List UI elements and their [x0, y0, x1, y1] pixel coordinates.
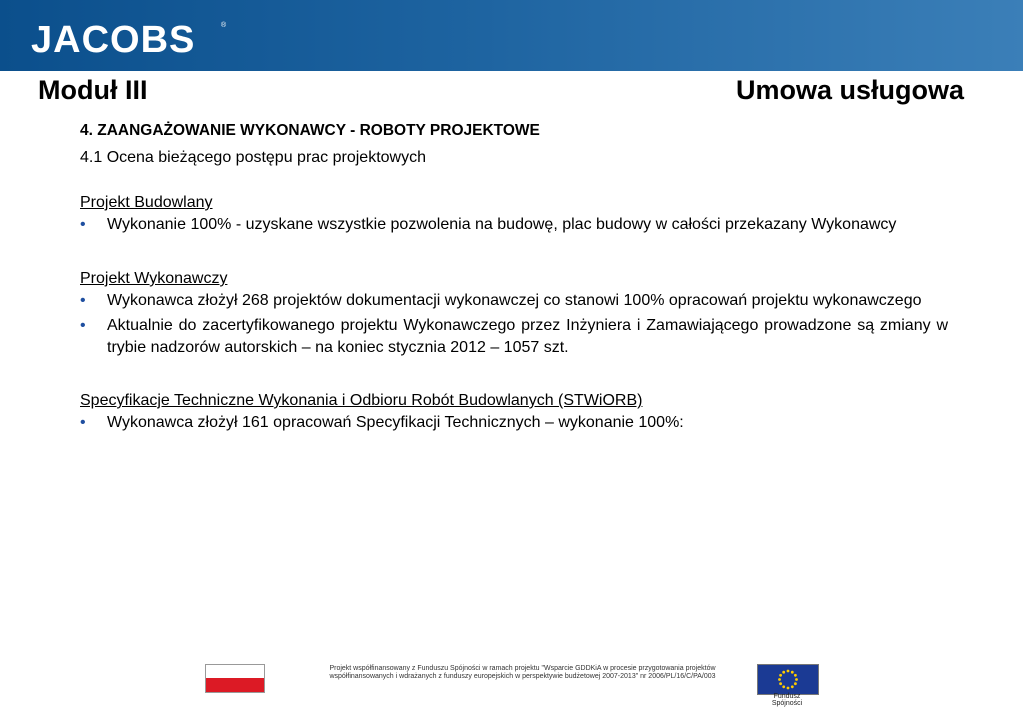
bullet-list-budowlany: [80, 214, 948, 236]
list-item: • Wykonanie 100% - uzyskane wszystkie pozwolenia na budowę, plac budowy w całości przekazany Wykonawcy: [80, 214, 948, 236]
bullet-list-wykonawczy: [80, 290, 948, 359]
section-title-projekt-wykonawczy: Projekt Wykonawczy: [80, 270, 228, 287]
section-title-stwiorb: Specyfikacje Techniczne Wykonania i Odbioru Robót Budowlanych (STWiORB): [80, 392, 643, 409]
eu-flag-icon: [757, 664, 819, 695]
bullet-icon: •: [80, 292, 86, 309]
eu-stars-icon: [758, 665, 818, 694]
section-heading: 4. ZAANGAŻOWANIE WYKONAWCY - ROBOTY PROJEKTOWE: [80, 122, 540, 139]
bullet-icon: •: [80, 414, 86, 431]
list-item: • Wykonawca złożył 268 projektów dokumentacji wykonawczej co stanowi 100% opracowań projektu wykonawczego: [80, 290, 948, 312]
section-subheading: 4.1 Ocena bieżącego postępu prac projektowych: [80, 149, 426, 166]
section-title-projekt-budowlany: Projekt Budowlany: [80, 194, 213, 211]
polish-flag-icon: [205, 664, 265, 693]
bullet-icon: •: [80, 317, 86, 334]
list-item: • Wykonawca złożył 161 opracowań Specyfikacji Technicznych – wykonanie 100%:: [80, 412, 948, 434]
bullet-icon: •: [80, 216, 86, 233]
module-title: Moduł III: [38, 75, 148, 105]
slide-content: [80, 120, 948, 434]
cofinancing-notice: Projekt współfinansowany z Funduszu Spójności w ramach projektu "Wsparcie GDDKiA w procesie przygotowania projektów współfinansowanych i wdrażanych z funduszy europejskich w perspektywie budżetowej 2007-2013" nr 2006/PL/16/C/PA/003: [329, 665, 716, 680]
list-item: • Aktualnie do zacertyfikowanego projektu Wykonawczego przez Inżyniera i Zamawiającego prowadzone są zmiany w trybie nadzorów autorskich – na koniec stycznia 2012 – 1057 szt.: [80, 317, 948, 356]
contract-title: Umowa usługowa: [735, 75, 964, 105]
bullet-list-stwiorb: [80, 412, 948, 434]
header-bar: [0, 0, 1023, 71]
jacobs-logo: JACOBS: [31, 19, 196, 61]
logo-registered-mark: ®: [221, 22, 227, 29]
eu-fund-caption: Fundusz Spójności: [771, 693, 803, 707]
